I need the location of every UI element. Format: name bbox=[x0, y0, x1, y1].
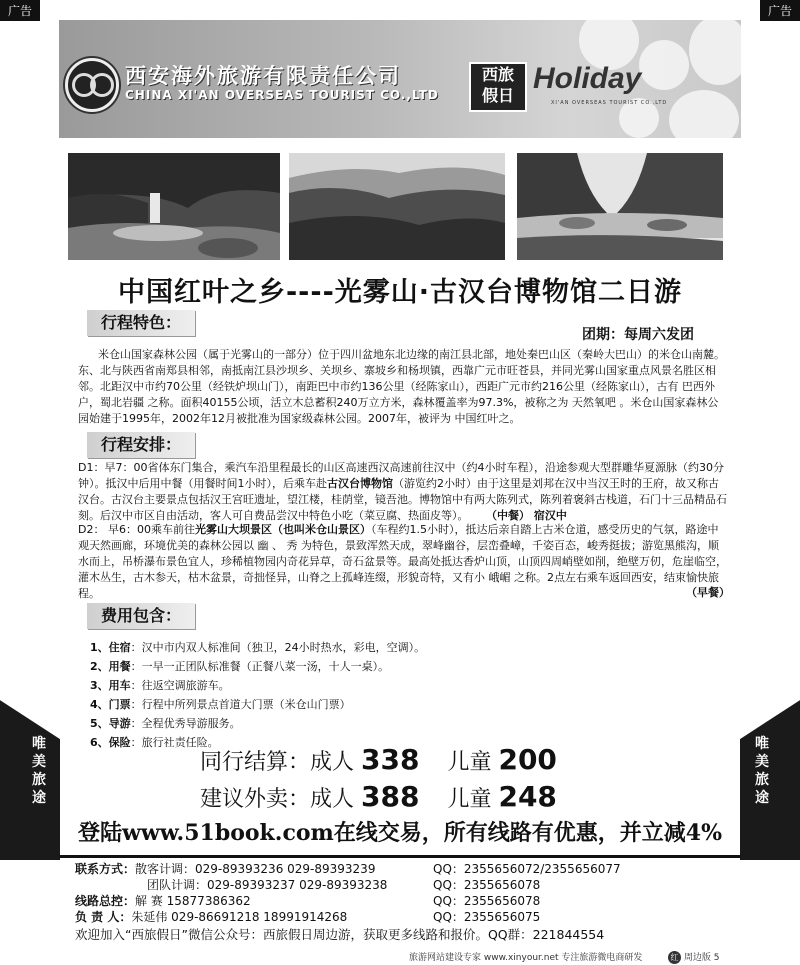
contact-label: 负 责 人： bbox=[75, 910, 132, 924]
fee-name: 用餐 bbox=[108, 660, 131, 673]
wechat-text: 欢迎加入“西旅假日”微信公众号：西旅假日周边游，获取更多线路和报价。QQ群： bbox=[75, 927, 533, 942]
ad-label-right: 广告 bbox=[760, 0, 800, 21]
fee-text: ：往返空调旅游车。 bbox=[130, 679, 230, 692]
fee-num: 4、 bbox=[90, 698, 109, 711]
contact-qq: QQ：2355656072/2355656077 bbox=[433, 862, 621, 876]
day1-itinerary bbox=[78, 460, 728, 524]
contact-row bbox=[75, 909, 347, 925]
company-name-en: CHINA XI'AN OVERSEAS TOURIST CO.,LTD bbox=[125, 88, 439, 102]
header-banner bbox=[59, 20, 741, 138]
fee-num: 5、 bbox=[90, 717, 109, 730]
fees-list bbox=[90, 638, 425, 752]
side-char: 美 bbox=[755, 754, 769, 770]
fee-text: ：一早一正团队标准餐（正餐八菜一汤，十人一桌）。 bbox=[130, 660, 390, 673]
price-child: 200 bbox=[498, 743, 557, 776]
fee-text: ：全程优秀导游服务。 bbox=[130, 717, 241, 730]
price-child-label: 儿童 bbox=[447, 750, 492, 775]
qq-group-number: 221844554 bbox=[532, 927, 605, 942]
fee-name: 住宿 bbox=[108, 641, 131, 654]
price-child-label: 儿童 bbox=[447, 787, 492, 812]
side-text-left bbox=[30, 735, 48, 807]
fee-num: 1、 bbox=[90, 641, 109, 654]
day1-text-a: D1：早7：00省体东门集合，乘汽车沿里程最长的山区高速西汉高速前往汉中（约4小时车程），沿途参观大型群雕华夏源脉（约30分钟）。抵汉中后用中餐（用餐时间1小时），后乘车赴 bbox=[78, 461, 724, 490]
contact-row bbox=[75, 861, 375, 877]
online-booking-promo: 登陆www.51book.com在线交易，所有线路有优惠，并立减4% bbox=[77, 820, 723, 846]
page-badge-icon: 红 bbox=[668, 951, 681, 964]
brand-holiday: Holiday bbox=[533, 62, 642, 95]
day2-highlight: 光雾山大坝景区（也叫米仓山景区） bbox=[194, 523, 371, 536]
intro-paragraph: 米仓山国家森林公园（属于光雾山的一部分）位于四川盆地东北边缘的南江县北部，地处秦巴山区（秦岭大巴山）的米仓山南麓。东、北与陕西省南郑县相邻，南抵南江县沙坝乡、关坝乡、寨坡乡和杨坝镇，西靠广元市旺苍县，并同光雾山国家重点风景名胜区相邻。北距汉中市约70公里（经铁炉坝山门），南距巴中市约136公里（经陈家山），西距广元市约216公里（经陈家山），古有 巴西外户，蜀北岩疆 之称。面积40155公顷，活立木总蓄积240万立方米，森林覆盖率为97.3%，被称之为 天然氧吧 。米仓山国家森林公园始建于1995年，2002年12月被批准为国家级森林公园。2007年，被评为 中国红叶之。 bbox=[78, 348, 725, 425]
fee-num: 6、 bbox=[90, 736, 109, 749]
side-char: 途 bbox=[755, 790, 769, 806]
side-char: 美 bbox=[32, 754, 46, 770]
fee-num: 3、 bbox=[90, 679, 109, 692]
day2-itinerary bbox=[78, 522, 728, 602]
list-item bbox=[90, 676, 425, 695]
brand-holiday-sub: XI'AN OVERSEAS TOURIST CO.,LTD bbox=[551, 100, 668, 106]
company-logo-icon bbox=[65, 58, 119, 112]
fee-name: 导游 bbox=[108, 717, 131, 730]
brand-box-line1: 西旅 bbox=[481, 65, 514, 84]
brand-box-line2: 假日 bbox=[481, 86, 514, 105]
tour-schedule-date: 团期：每周六发团 bbox=[582, 327, 694, 343]
contact-label: 联系方式： bbox=[75, 862, 136, 876]
photo-river-valley bbox=[517, 153, 723, 260]
contact-value: 朱延伟 029-86691218 18991914268 bbox=[131, 910, 348, 924]
contact-value: 解 赛 15877386362 bbox=[135, 894, 251, 908]
fee-text: ：旅行社责任险。 bbox=[130, 736, 219, 749]
section-schedule-label: 行程安排： bbox=[87, 432, 195, 458]
contact-row bbox=[75, 893, 251, 909]
fee-text: ：汉中市内双人标准间（独卫，24小时热水，彩电，空调）。 bbox=[130, 641, 426, 654]
contact-row: 团队计调：029-89393237 029-89393238 bbox=[147, 878, 388, 892]
fee-name: 门票 bbox=[108, 698, 131, 711]
contact-value: 散客计调：029-89393236 029-89393239 bbox=[135, 862, 376, 876]
price-row-wholesale bbox=[200, 743, 557, 776]
footer-left: 旅游网站建设专家 www.xinyour.net 专注旅游微电商研发 bbox=[409, 953, 643, 963]
contact-label: 线路总控： bbox=[75, 894, 136, 908]
side-char: 旅 bbox=[755, 772, 769, 788]
day1-highlight: 古汉台博物馆 bbox=[327, 477, 393, 490]
day1-meal: （中餐） 宿汉中 bbox=[485, 509, 567, 522]
side-char: 唯 bbox=[755, 736, 769, 752]
ad-label-left: 广告 bbox=[0, 0, 40, 21]
side-char: 唯 bbox=[32, 736, 46, 752]
section-features-label: 行程特色： bbox=[87, 310, 195, 336]
fee-num: 2、 bbox=[90, 660, 109, 673]
day2-text-a: D2： 早6：00乘车前往 bbox=[78, 523, 195, 536]
fee-name: 保险 bbox=[108, 736, 131, 749]
brand-logo bbox=[469, 62, 527, 112]
side-text-right bbox=[753, 735, 771, 807]
day2-text-b: （车程约1.5小时），抵达后亲自踏上古米仓道，感受历史的气氛，路途中观天然画廊，环境优美的森林公园以 幽 、 秀 为特色，景致浑然天成，翠峰幽谷，层峦叠嶂，千姿百态，峻秀挺拔；游览黑熊沟，顺水而上，吊桥瀑布景色宜人，珍稀植物园内奇花异草，奇石盆景等。最高处抵达香炉山顶，山顶四周峭壁如削，绝壁万仞，危崖临空，灌木丛生，古木参天，枯木盆景，奇拙怪异，山脊之上孤峰连缀，形貌奇特，又有小 峨嵋 之称。2点左右乘车返回西安，结束愉快旅程。 bbox=[78, 523, 727, 600]
fee-name: 用车 bbox=[108, 679, 131, 692]
section-fees-label: 费用包含： bbox=[87, 603, 195, 629]
wechat-invite bbox=[75, 927, 604, 943]
photo-waterfall bbox=[68, 153, 280, 260]
price-label: 同行结算：成人 bbox=[200, 750, 355, 775]
contact-qq: QQ：2355656078 bbox=[433, 878, 541, 892]
side-char: 旅 bbox=[32, 772, 46, 788]
list-item bbox=[90, 638, 425, 657]
company-name-cn: 西安海外旅游有限责任公司 bbox=[125, 64, 401, 88]
day1-text-b: （游览约2小时）由于这里是刘邦在汉中当汉王时的王府，故又称古汉台。古汉台主要景点包括汉王宫旺遗址，望江楼，桂荫堂，镜吾池。博物馆中有两大陈列式，陈列着褒斜古栈道，石门十三品精品石刻。后汉中市区自由活动，客人可自费品尝汉中特色小吃（菜豆腐、热面皮等）。 bbox=[78, 477, 727, 522]
price-label: 建议外卖：成人 bbox=[200, 787, 355, 812]
contact-qq: QQ：2355656078 bbox=[433, 894, 541, 908]
contact-section bbox=[59, 855, 741, 948]
list-item bbox=[90, 657, 425, 676]
fee-text: ：行程中所列景点首道大门票（米仓山门票） bbox=[130, 698, 351, 711]
page-number: 周边版 5 bbox=[683, 953, 720, 963]
day2-meal: （早餐） bbox=[686, 586, 730, 599]
contact-qq: QQ：2355656075 bbox=[433, 910, 541, 924]
price-child: 248 bbox=[498, 780, 557, 813]
photo-mountain-forest bbox=[289, 153, 505, 260]
list-item bbox=[90, 714, 425, 733]
page-title: 中国红叶之乡----光雾山·古汉台博物馆二日游 bbox=[117, 277, 683, 308]
footer-right bbox=[668, 950, 719, 964]
price-adult: 338 bbox=[361, 743, 420, 776]
list-item bbox=[90, 695, 425, 714]
price-row-retail bbox=[200, 780, 557, 813]
price-adult: 388 bbox=[361, 780, 420, 813]
side-char: 途 bbox=[32, 790, 46, 806]
